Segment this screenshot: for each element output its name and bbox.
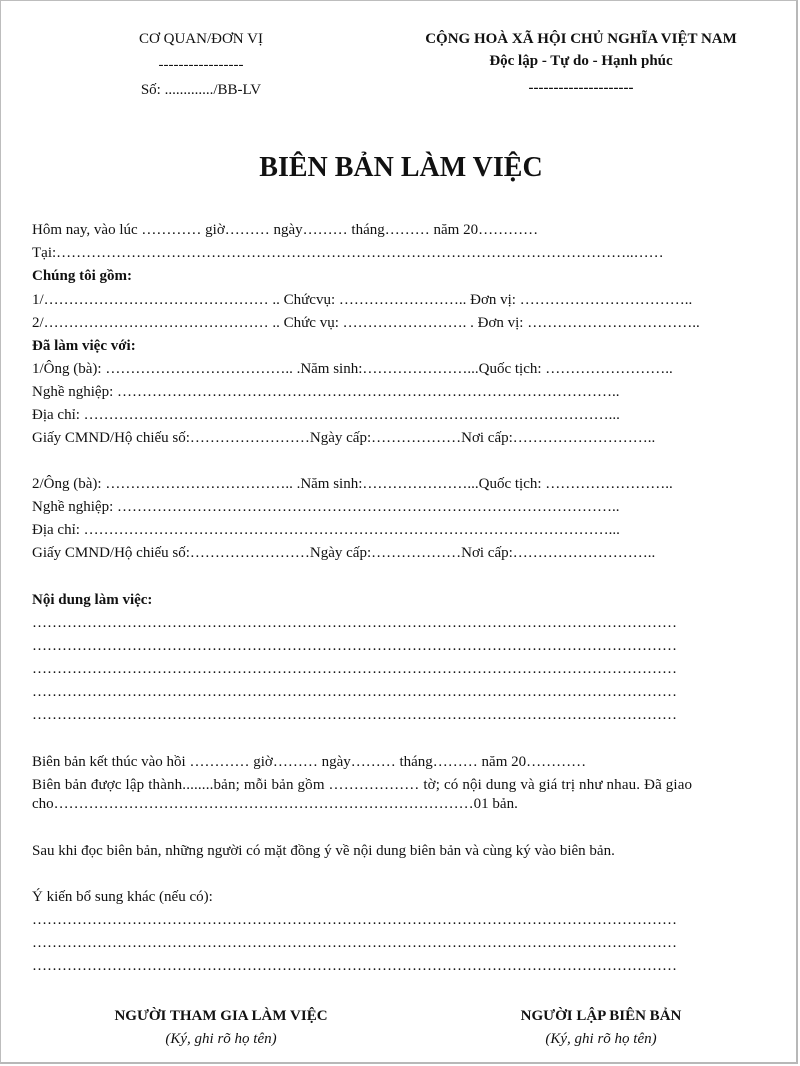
- content-heading: Nội dung làm việc:: [32, 592, 153, 608]
- signature-left-note: (Ký, ghi rõ họ tên): [165, 1031, 277, 1047]
- date-line: Hôm nay, vào lúc ………… giờ……… ngày……… tháng……… năm 20…………: [32, 222, 539, 238]
- country-name: CỘNG HOÀ XÃ HỘI CHỦ NGHĨA VIỆT NAM: [425, 31, 737, 47]
- we-include-heading: Chúng tôi gồm:: [32, 268, 133, 284]
- person-1-id-line: Giấy CMND/Hộ chiếu số:……………………Ngày cấp:………………Nơi cấp:………………………..: [32, 430, 656, 446]
- person-2-job-line: Nghề nghiệp: ………………………………………………………………………………………..: [32, 499, 620, 515]
- copies-line-continued: cho…………………………………………………………………………01 bản.: [32, 796, 518, 812]
- person-2-name-line: 2/Ông (bà): ……………………………….. .Năm sinh:…………………...Quốc tịch: ……………………..: [32, 476, 673, 492]
- content-blank-line: …………………………………………………………………………………………………………………: [32, 661, 677, 677]
- person-1-job-line: Nghề nghiệp: ………………………………………………………………………………………..: [32, 384, 620, 400]
- opinion-blank-line: …………………………………………………………………………………………………………………: [32, 935, 677, 951]
- member-row-2: 2/……………………………………… .. Chức vụ: ……………………. . Đơn vị: ……………………………..: [32, 315, 700, 331]
- signature-right-title: NGƯỜI LẬP BIÊN BẢN: [520, 1008, 682, 1024]
- worked-with-heading: Đã làm việc với:: [32, 338, 136, 354]
- content-blank-line: …………………………………………………………………………………………………………………: [32, 684, 677, 700]
- agreement-statement: Sau khi đọc biên bản, những người có mặt đồng ý về nội dung biên bản và cùng ký vào biên bản.: [32, 843, 615, 859]
- agency-label: CƠ QUAN/ĐƠN VỊ: [139, 31, 263, 47]
- member-row-1: 1/……………………………………… .. Chứcvụ: …………………….. Đơn vị: ……………………………..: [32, 292, 693, 308]
- document-number: Số: ............./BB-LV: [140, 82, 262, 98]
- content-blank-line: …………………………………………………………………………………………………………………: [32, 638, 677, 654]
- end-time-line: Biên bản kết thúc vào hồi ………… giờ……… ngày……… tháng……… năm 20…………: [32, 754, 587, 770]
- document-title: BIÊN BẢN LÀM VIỆC: [259, 152, 543, 183]
- opinion-blank-line: …………………………………………………………………………………………………………………: [32, 912, 677, 928]
- person-2-address-line: Địa chỉ: ……………………………………………………………………………………………...: [32, 522, 620, 538]
- signature-right-note: (Ký, ghi rõ họ tên): [545, 1031, 657, 1047]
- person-1-name-line: 1/Ông (bà): ……………………………….. .Năm sinh:…………………...Quốc tịch: ……………………..: [32, 361, 673, 377]
- motto-separator: ---------------------: [528, 80, 634, 96]
- person-2-id-line: Giấy CMND/Hộ chiếu số:……………………Ngày cấp:………………Nơi cấp:………………………..: [32, 545, 656, 561]
- agency-separator: -----------------: [158, 57, 244, 73]
- person-1-address-line: Địa chỉ: ……………………………………………………………………………………………...: [32, 407, 620, 423]
- opinion-blank-line: …………………………………………………………………………………………………………………: [32, 958, 677, 974]
- copies-line: Biên bản được lập thành........bản; mỗi bản gồm ……………… tờ; có nội dung và giá trị như nhau. Đã giao: [32, 777, 693, 793]
- national-motto: Độc lập - Tự do - Hạnh phúc: [489, 53, 673, 69]
- content-blank-line: …………………………………………………………………………………………………………………: [32, 615, 677, 631]
- content-blank-line: …………………………………………………………………………………………………………………: [32, 707, 677, 723]
- additional-opinions-heading: Ý kiến bổ sung khác (nếu có):: [32, 889, 213, 905]
- place-line: Tại:……………………………………………………………………………………………………..……: [32, 245, 664, 261]
- signature-left-title: NGƯỜI THAM GIA LÀM VIỆC: [114, 1008, 328, 1024]
